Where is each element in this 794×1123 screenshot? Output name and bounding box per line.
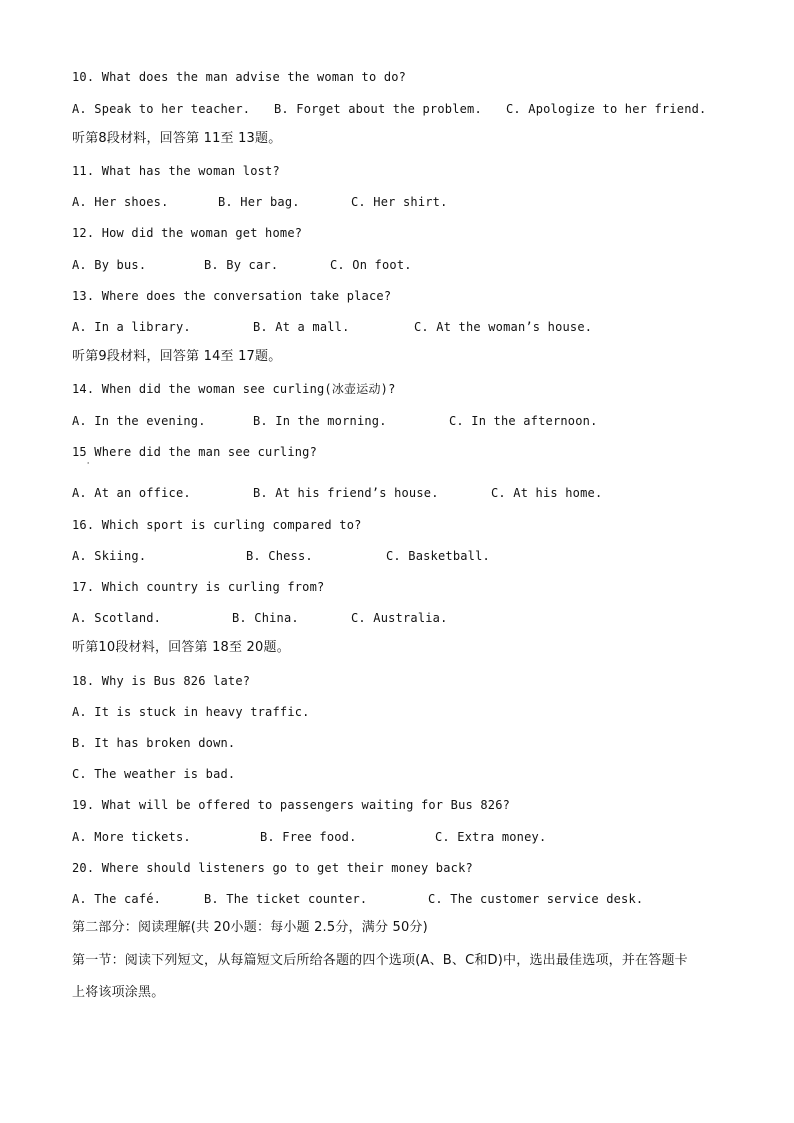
question-14: 14. When did the woman see curling(冰壶运动)? xyxy=(72,382,396,396)
q13-option-a: A. In a library. xyxy=(72,320,191,334)
question-17: 17. Which country is curling from? xyxy=(72,580,325,594)
q11-option-a: A. Her shoes. xyxy=(72,195,169,209)
q15-option-c: C. At his home. xyxy=(491,486,603,500)
q20-option-b: B. The ticket counter. xyxy=(204,892,368,906)
q17-option-c: C. Australia. xyxy=(351,611,448,625)
q14-option-a: A. In the evening. xyxy=(72,414,206,428)
q13-option-b: B. At a mall. xyxy=(253,320,350,334)
q18-option-c: C. The weather is bad. xyxy=(72,767,236,781)
section-10-heading: 听第10段材料，回答第 18至 20题。 xyxy=(72,640,290,655)
section-8-heading: 听第8段材料，回答第 11至 13题。 xyxy=(72,131,282,146)
q20-option-c: C. The customer service desk. xyxy=(428,892,644,906)
stray-mark: ' xyxy=(86,461,91,469)
question-11: 11. What has the woman lost? xyxy=(72,164,280,178)
q15-option-a: A. At an office. xyxy=(72,486,191,500)
question-16: 16. Which sport is curling compared to? xyxy=(72,518,362,532)
q19-option-b: B. Free food. xyxy=(260,830,357,844)
q13-option-c: C. At the woman’s house. xyxy=(414,320,593,334)
question-19: 19. What will be offered to passengers waiting for Bus 826? xyxy=(72,798,511,812)
part-2-heading: 第二部分：阅读理解(共 20小题：每小题 2.5分，满分 50分) xyxy=(72,920,428,935)
q16-option-a: A. Skiing. xyxy=(72,549,147,563)
q17-option-b: B. China. xyxy=(232,611,299,625)
q19-option-a: A. More tickets. xyxy=(72,830,191,844)
q19-option-c: C. Extra money. xyxy=(435,830,547,844)
q18-option-b: B. It has broken down. xyxy=(72,736,236,750)
question-20: 20. Where should listeners go to get their money back? xyxy=(72,861,473,875)
question-13: 13. Where does the conversation take place? xyxy=(72,289,392,303)
q10-option-b: B. Forget about the problem. xyxy=(274,102,482,116)
q11-option-c: C. Her shirt. xyxy=(351,195,448,209)
question-12: 12. How did the woman get home? xyxy=(72,226,303,240)
section-9-heading: 听第9段材料，回答第 14至 17题。 xyxy=(72,349,282,364)
q16-option-b: B. Chess. xyxy=(246,549,313,563)
q17-option-a: A. Scotland. xyxy=(72,611,162,625)
q14-option-c: C. In the afternoon. xyxy=(449,414,598,428)
question-15: 15 Where did the man see curling? xyxy=(72,445,318,459)
q14-option-b: B. In the morning. xyxy=(253,414,387,428)
q18-option-a: A. It is stuck in heavy traffic. xyxy=(72,705,310,719)
q12-option-b: B. By car. xyxy=(204,258,279,272)
question-10: 10. What does the man advise the woman to do? xyxy=(72,70,407,84)
question-18: 18. Why is Bus 826 late? xyxy=(72,674,251,688)
section-1-instruction-line1: 第一节：阅读下列短文，从每篇短文后所给各题的四个选项(A、B、C和D)中，选出最佳选项，并在答题卡 xyxy=(72,953,688,968)
q10-option-a: A. Speak to her teacher. xyxy=(72,102,251,116)
q12-option-c: C. On foot. xyxy=(330,258,412,272)
q10-option-c: C. Apologize to her friend. xyxy=(506,102,707,116)
q16-option-c: C. Basketball. xyxy=(386,549,490,563)
q15-option-b: B. At his friend’s house. xyxy=(253,486,439,500)
section-1-instruction-line2: 上将该项涂黑。 xyxy=(72,985,165,1000)
q12-option-a: A. By bus. xyxy=(72,258,147,272)
q11-option-b: B. Her bag. xyxy=(218,195,300,209)
q20-option-a: A. The café. xyxy=(72,892,162,906)
